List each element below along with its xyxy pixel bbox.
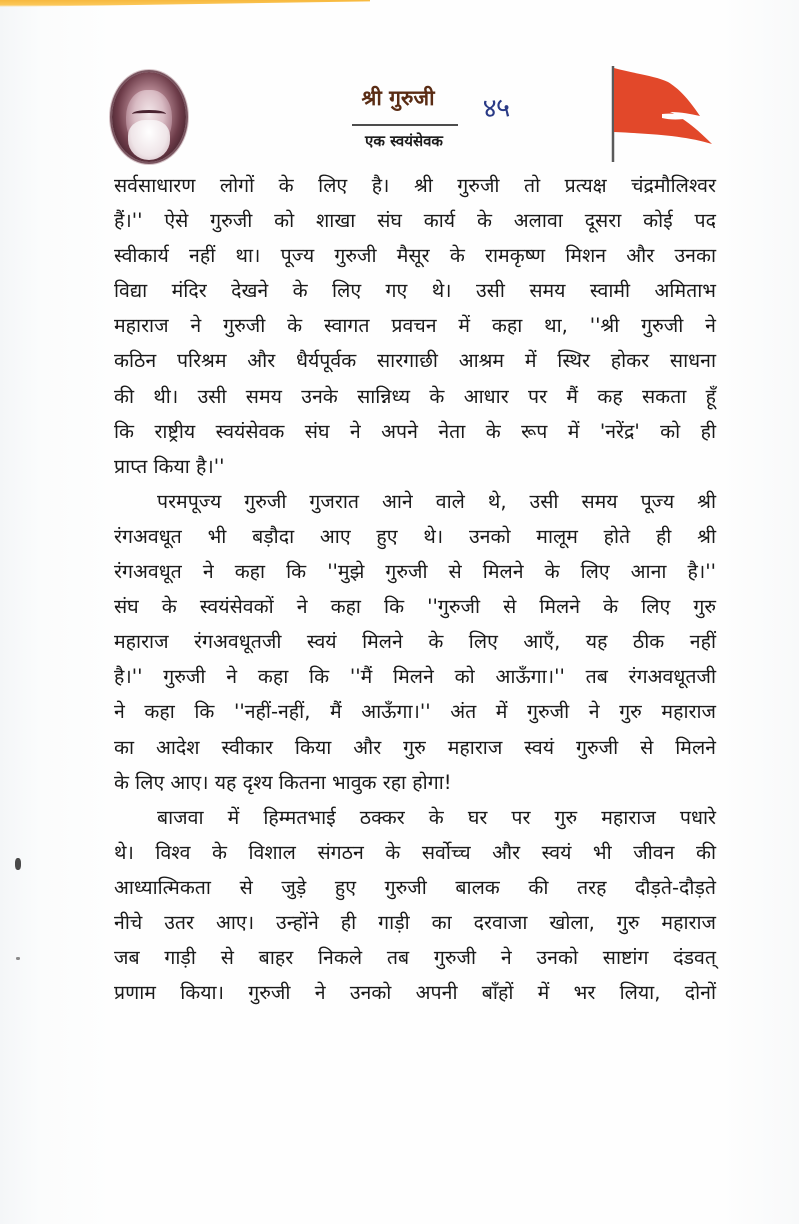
text-line: आध्यात्मिकता से जुड़े हुए गुरुजी बालक की तरह दौड़ते-दौड़ते <box>114 875 716 899</box>
text-line: है।'' गुरुजी ने कहा कि ''मैं मिलने को आऊँगा।'' तब रंगअवधूतजी <box>114 665 716 689</box>
text-line: कठिन परिश्रम और धैर्यपूर्वक सारगाछी आश्रम में स्थिर होकर साधना <box>114 349 716 373</box>
text-line: हैं।'' ऐसे गुरुजी को शाखा संघ कार्य के अलावा दूसरा कोई पद <box>114 209 716 233</box>
text-line: परमपूज्य गुरुजी गुजरात आने वाले थे, उसी समय पूज्य श्री <box>157 489 716 513</box>
margin-ink-mark <box>15 858 21 870</box>
flag-cloth <box>614 68 712 144</box>
text-line: थे। विश्व के विशाल संगठन के सर्वोच्च और स्वयं भी जीवन की <box>114 840 716 864</box>
flag-notch <box>662 114 690 120</box>
page-top-edge <box>0 0 370 7</box>
saffron-flag-icon <box>606 64 722 164</box>
page-body <box>114 168 716 1010</box>
text-line: स्वीकार्य नहीं था। पूज्य गुरुजी मैसूर के रामकृष्ण मिशन और उनका <box>114 244 716 268</box>
text-line: की थी। उसी समय उनके सान्निध्य के आधार पर मैं कह सकता हूँ <box>114 384 716 408</box>
handwritten-page-number: ४५ <box>482 92 510 125</box>
text-line: का आदेश स्वीकार किया और गुरु महाराज स्वयं गुरुजी से मिलने <box>114 735 716 759</box>
text-line: बाजवा में हिम्मतभाई ठक्कर के घर पर गुरु महाराज पधारे <box>157 805 716 829</box>
portrait-photo <box>112 72 186 162</box>
text-line: नीचे उतर आए। उन्होंने ही गाड़ी का दरवाजा खोला, गुरु महाराज <box>114 910 716 934</box>
text-line: रंगअवधूत भी बड़ौदा आए हुए थे। उनको मालूम होते ही श्री <box>114 524 716 548</box>
text-line: महाराज रंगअवधूतजी स्वयं मिलने के लिए आएँ, यह ठीक नहीं <box>114 630 716 654</box>
text-line: महाराज ने गुरुजी के स्वागत प्रवचन में कहा था, ''श्री गुरुजी ने <box>114 314 716 338</box>
text-line: रंगअवधूत ने कहा कि ''मुझे गुरुजी से मिलने के लिए आना है।'' <box>114 560 716 584</box>
text-line: जब गाड़ी से बाहर निकले तब गुरुजी ने उनको साष्टांग दंडवत् <box>114 946 716 970</box>
text-line: सर्वसाधारण लोगों के लिए है। श्री गुरुजी तो प्रत्यक्ष चंद्रमौलिश्वर <box>114 174 716 197</box>
text-line: विद्या मंदिर देखने के लिए गए थे। उसी समय स्वामी अमिताभ <box>114 279 716 303</box>
text-line: प्राप्त किया है।'' <box>114 454 225 478</box>
text-line: प्रणाम किया। गुरुजी ने उनको अपनी बाँहों में भर लिया, दोनों <box>114 981 716 1005</box>
header-title: श्री गुरुजी <box>361 86 435 110</box>
portrait-eyes <box>132 110 166 118</box>
text-line: ने कहा कि ''नहीं-नहीं, मैं आऊँगा।'' अंत में गुरुजी ने गुरु महाराज <box>114 700 716 724</box>
text-line: कि राष्ट्रीय स्वयंसेवक संघ ने अपने नेता के रूप में 'नरेंद्र' को ही <box>114 419 716 443</box>
text-line: के लिए आए। यह दृश्य कितना भावुक रहा होगा! <box>114 770 452 794</box>
header-subtitle: एक स्वयंसेवक <box>365 132 443 150</box>
portrait-beard <box>128 120 170 160</box>
header-divider <box>352 124 458 126</box>
margin-ink-dot <box>16 957 20 960</box>
text-line: संघ के स्वयंसेवकों ने कहा कि ''गुरुजी से मिलने के लिए गुरु <box>114 595 716 619</box>
